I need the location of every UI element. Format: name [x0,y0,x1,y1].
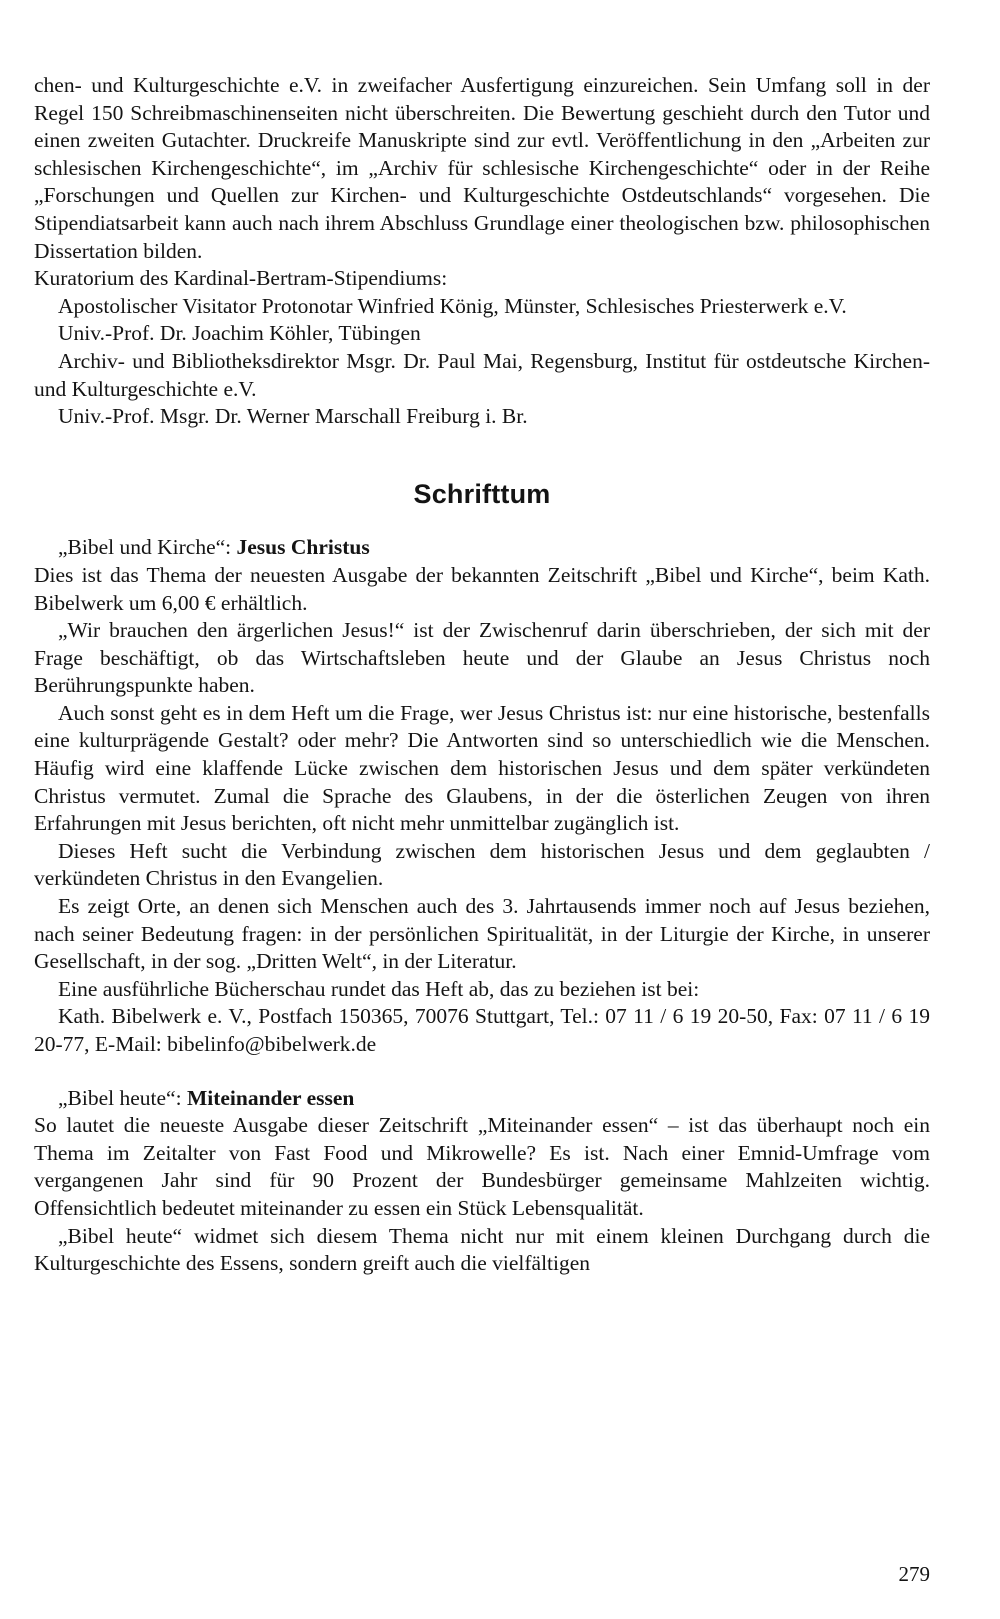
article-source: „Bibel heute“: [58,1085,187,1110]
article-title-miteinander-essen [34,1085,930,1113]
article-paragraph: Dieses Heft sucht die Verbindung zwischen dem historischen Jesus und dem geglaubten / verkündeten Christus in den Evangelien. [34,838,930,891]
kuratorium-member: Univ.-Prof. Dr. Joachim Köhler, Tübingen [58,321,421,346]
article-paragraph: „Bibel heute“ widmet sich diesem Thema nicht nur mit einem kleinen Durchgang durch die Kulturgeschichte des Essens, sondern greift auch die vielfältigen [34,1223,930,1276]
article-title-text: Jesus Christus [236,535,370,560]
article-paragraph: Dies ist das Thema der neuesten Ausgabe der bekannten Zeitschrift „Bibel und Kirche“, beim Kath. Bibelwerk um 6,00 € erhältlich. [34,562,930,615]
contact-info: Kath. Bibelwerk e. V., Postfach 150365, 70076 Stuttgart, Tel.: 07 11 / 6 19 20-50, Fax: 07 11 / 6 19 20-77, E-Mail: bibelinfo@bibelwerk.de [34,1004,930,1056]
kuratorium-label: Kuratorium des Kardinal-Bertram-Stipendiums: [34,266,448,291]
article-paragraph: So lautet die neueste Ausgabe dieser Zeitschrift „Miteinander essen“ – ist das überhaupt noch ein Thema im Zeitalter von Fast Food und Mikrowelle? Es ist. Nach einer Emnid-Umfrage vom vergangenen Jahr sind für 90 Prozent der Bundesbürger gemeinsame Mahlzeiten wichtig. Offensichtlich bedeutet miteinander zu essen ein Stück Lebensqualität. [34,1113,930,1220]
article-title-text: Miteinander essen [186,1085,355,1110]
article-source: „Bibel und Kirche“: [58,535,237,560]
page-number: 279 [898,1562,930,1586]
kuratorium-member: Apostolischer Visitator Protonotar Winfried König, Münster, Schlesisches Priesterwerk e.V. [58,293,847,318]
section-heading: Schrifttum [413,478,551,509]
article-paragraph: „Wir brauchen den ärgerlichen Jesus!“ ist der Zwischenruf darin überschrieben, der sich mit der Frage beschäftigt, ob das Wirtschaftsleben heute und der Glaube an Jesus Christus noch Berührungspunkte haben. [34,618,930,698]
intro-paragraph: chen- und Kulturgeschichte e.V. in zweifacher Ausfertigung einzureichen. Sein Umfang soll in der Regel 150 Schreibmaschinenseiten nicht überschreiten. Die Bewertung geschieht durch den Tutor und einen zweiten Gutachter. Druckreife Manuskripte sind zur evtl. Veröffentlichung in den „Arbeiten zur schlesischen Kirchengeschichte“, im „Archiv für schlesische Kirchengeschichte“ oder in der Reihe „Forschungen und Quellen zur Kirchen- und Kulturgeschichte Ostdeutschlands“ vorgesehen. Die Stipendiatsarbeit kann auch nach ihrem Abschluss Grundlage einer theologischen bzw. philosophischen Dissertation bilden. [34,73,930,263]
article-paragraph: Auch sonst geht es in dem Heft um die Frage, wer Jesus Christus ist: nur eine historische, bestenfalls eine kulturprägende Gestalt? oder mehr? Die Antworten sind so unterschiedlich wie die Menschen. Häufig wird eine klaffende Lücke zwischen dem historischen Jesus und dem später verkündeten Christus vermutet. Zumal die Sprache des Glaubens, in der die österlichen Zeugen von ihren Erfahrungen mit Jesus berichten, oft nicht mehr unmittelbar zugänglich ist. [34,700,930,836]
article-paragraph: Es zeigt Orte, an denen sich Menschen auch des 3. Jahrtausends immer noch auf Jesus beziehen, nach seiner Bedeutung fragen: in der persönlichen Spiritualität, in der Liturgie der Kirche, in unserer Gesellschaft, in der sog. „Dritten Welt“, in der Literatur. [34,894,930,974]
article-paragraph: Eine ausführliche Bücherschau rundet das Heft ab, das zu beziehen ist bei: [58,976,700,1001]
document-page [34,72,930,1278]
article-title-jesus-christus [34,534,930,562]
kuratorium-member: Univ.-Prof. Msgr. Dr. Werner Marschall Freiburg i. Br. [58,404,528,429]
kuratorium-member: Archiv- und Bibliotheksdirektor Msgr. Dr. Paul Mai, Regensburg, Institut für ostdeutsche Kirchen- und Kulturgeschichte e.V. [34,348,930,401]
